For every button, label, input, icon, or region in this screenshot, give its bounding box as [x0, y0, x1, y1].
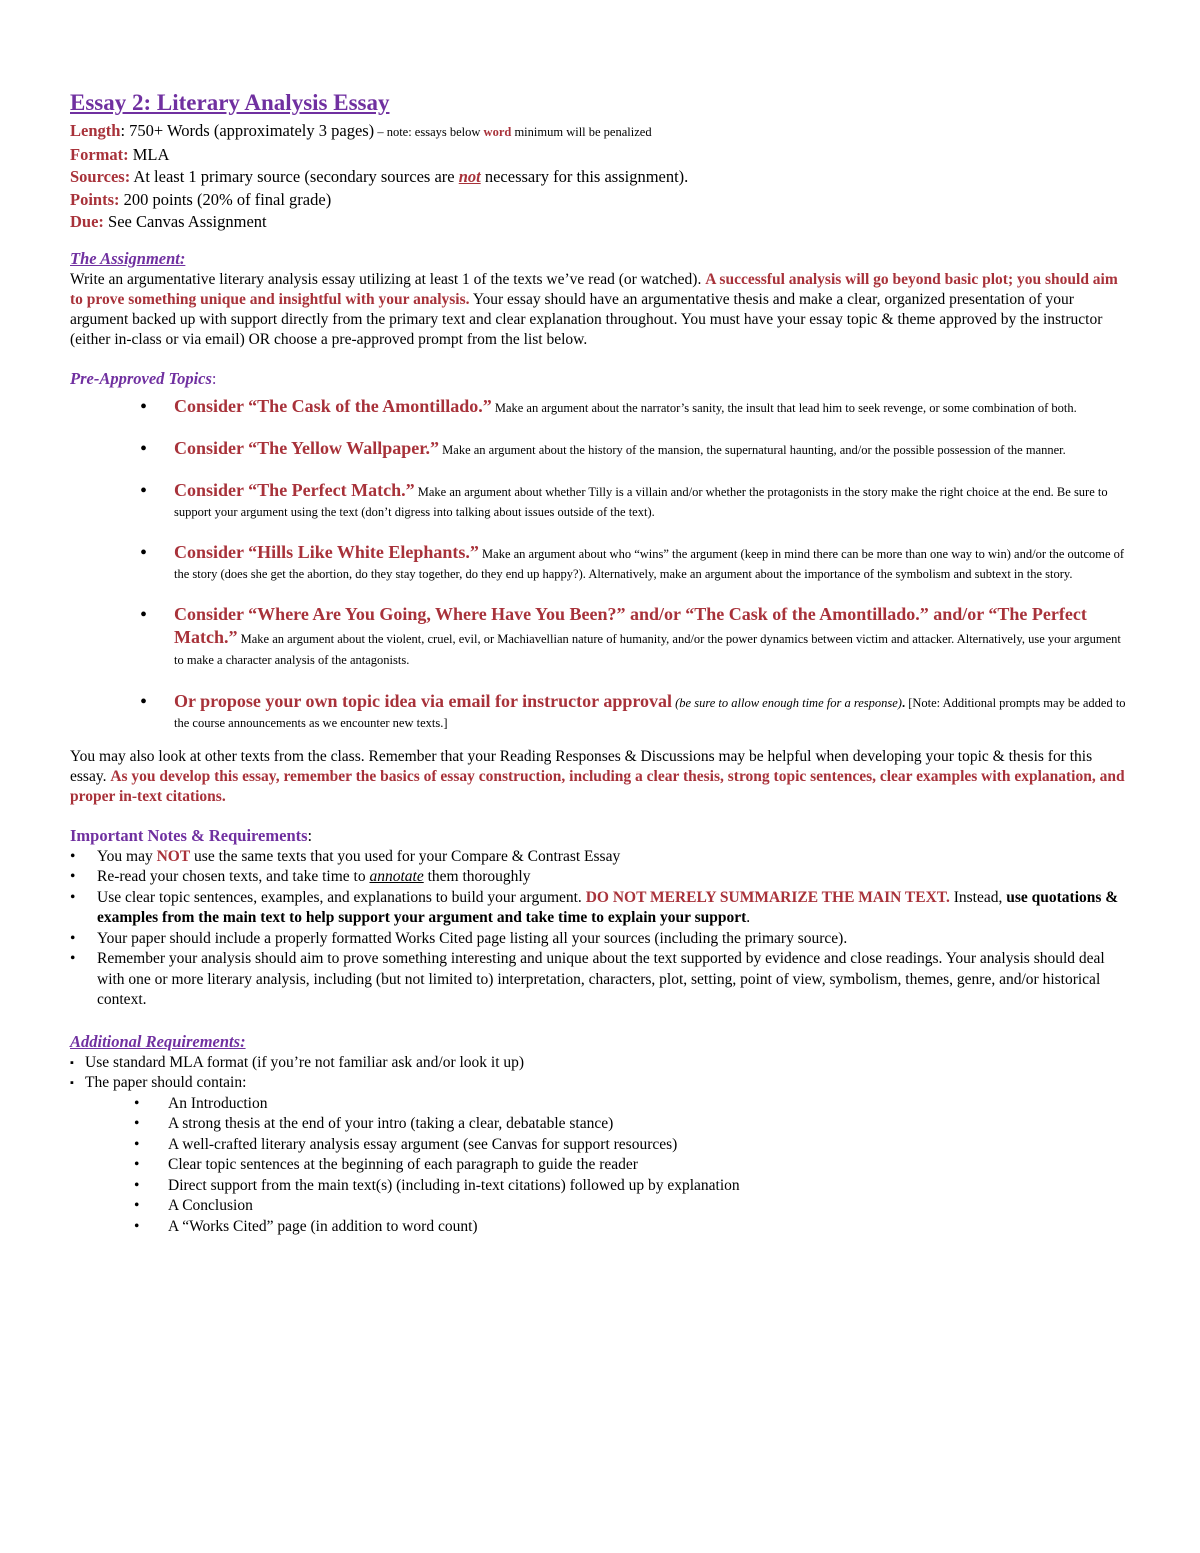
points-line — [70, 189, 1130, 212]
list-item — [70, 929, 1130, 950]
list-item — [70, 949, 1130, 1011]
bullet-icon: • — [134, 1156, 140, 1173]
note-emphasis: use quotations & examples from the main text to help support your argument and take time to explain your support — [97, 888, 1119, 926]
length-note-pre: – note: essays below — [374, 125, 484, 139]
bullet-icon: • — [140, 479, 148, 502]
list-item — [134, 1176, 1130, 1197]
note-text: Re-read your chosen texts, and take time to — [97, 868, 370, 885]
topic-text: Make an argument about the history of the mansion, the supernatural haunting, and/or the possible possession of the manner. — [439, 442, 1066, 457]
topic-italic-note: (be sure to allow enough time for a response) — [672, 695, 902, 710]
format-line — [70, 144, 1130, 167]
length-value: : 750+ Words (approximately 3 pages) — [120, 121, 375, 140]
note-emphasis: annotate — [369, 868, 424, 885]
assignment-heading: The Assignment: — [70, 248, 186, 268]
sources-post: necessary for this assignment). — [480, 167, 689, 186]
content-item-text: A strong thesis at the end of your intro (taking a clear, debatable stance) — [168, 1115, 614, 1132]
topic-lead: Consider “The Yellow Wallpaper.” — [174, 437, 440, 458]
note-text: Your paper should include a properly formatted Works Cited page listing all your sources (including the primary source). — [97, 929, 848, 947]
assignment-text — [70, 270, 1130, 350]
assignment-text-2: Your essay should have an argumentative thesis and make a clear, organized presentation of your argument backed up with support directly from the primary text and clear explanation throughout. You must have your essay topic & theme approved by the instructor (either in-class or via email) OR choose a pre-approved prompt from the list below. — [70, 290, 1103, 348]
list-item — [134, 1135, 1130, 1156]
bullet-icon: • — [134, 1094, 140, 1112]
points-value: 200 points (20% of final grade) — [119, 189, 332, 209]
square-bullet-icon: ▪ — [70, 1077, 74, 1089]
note-text: . — [746, 909, 751, 926]
length-label: Length — [70, 121, 121, 140]
due-label: Due: — [70, 212, 104, 231]
note-text: them thoroughly — [423, 868, 531, 885]
contents-list — [70, 1094, 1130, 1238]
document-body — [70, 88, 1130, 1237]
note-text: Instead, — [949, 888, 1007, 906]
additional-text: Use standard MLA format (if you’re not familiar ask and/or look it up) — [85, 1053, 525, 1071]
bullet-icon: • — [70, 950, 76, 967]
note-text: use the same texts that you used for your Compare & Contrast Essay — [190, 847, 621, 865]
format-value: MLA — [128, 144, 170, 164]
list-item — [140, 395, 1130, 418]
list-item — [134, 1094, 1130, 1115]
topics-heading-colon: : — [211, 368, 217, 388]
content-item-text: An Introduction — [168, 1094, 268, 1112]
topic-text: Make an argument about whether Tilly is a villain and/or whether the protagonists in the story make the right choice at the end. Be sure to support your argument using the text (don’t digress into talking about issues outside of the text). — [174, 484, 1108, 519]
list-item — [70, 867, 1130, 888]
bullet-icon: • — [134, 1115, 140, 1132]
notes-heading-colon: : — [307, 825, 313, 845]
note-text: Use clear topic sentences, examples, and explanations to build your argument. — [97, 888, 586, 906]
points-label: Points: — [70, 189, 120, 209]
list-item — [140, 437, 1130, 460]
topic-lead: Consider “Hills Like White Elephants.” — [174, 541, 479, 562]
also-paragraph — [70, 747, 1130, 807]
list-item — [70, 1073, 1130, 1094]
sources-pre: At least 1 primary source (secondary sources are — [130, 167, 459, 186]
notes-heading — [70, 825, 1130, 847]
bullet-icon: • — [134, 1135, 140, 1153]
bullet-icon: • — [70, 847, 76, 865]
due-line — [70, 211, 1130, 234]
list-item — [140, 479, 1130, 522]
format-label: Format: — [70, 144, 129, 164]
bullet-icon: • — [140, 395, 148, 418]
note-emphasis: NOT — [156, 847, 191, 865]
list-item — [70, 847, 1130, 868]
sources-line — [70, 166, 1130, 189]
topic-text: [Note: Additional prompts may be added to the course announcements as we encounter new texts.] — [174, 695, 1126, 730]
bullet-icon: • — [140, 690, 148, 713]
content-item-text: A Conclusion — [168, 1197, 253, 1214]
length-line — [70, 120, 1130, 144]
content-item-text: A “Works Cited” page (in addition to word count) — [168, 1217, 478, 1235]
topic-lead: Consider “The Cask of the Amontillado.” — [174, 395, 492, 416]
bullet-icon: • — [140, 603, 148, 626]
bullet-icon: • — [134, 1197, 140, 1214]
content-item-text: Direct support from the main text(s) (including in-text citations) followed up by explanation — [168, 1176, 740, 1194]
bullet-icon: • — [70, 888, 76, 906]
topic-lead: Consider “Where Are You Going, Where Have You Been?” and/or “The Cask of the Amontillado.” and/or “The Perfect Match.” — [174, 603, 1087, 647]
assignment-text-1: Write an argumentative literary analysis essay utilizing at least 1 of the texts we’ve read (or watched). — [70, 270, 706, 288]
sources-label: Sources: — [70, 167, 131, 186]
bullet-icon: • — [70, 929, 76, 947]
list-item — [70, 1053, 1130, 1074]
additional-heading: Additional Requirements: — [70, 1031, 246, 1051]
notes-list — [70, 847, 1130, 1011]
content-item-text: A well-crafted literary analysis essay argument (see Canvas for support resources) — [168, 1135, 678, 1153]
note-text: You may — [97, 847, 157, 865]
topic-text: Make an argument about who “wins” the argument (keep in mind there can be more than one way to win) and/or the outcome of the story (does she get the abortion, do they stay together, do they end up happy?). Alternatively, make an argument about the importance of the symbolism and subtext in the story. — [174, 546, 1125, 581]
list-item — [134, 1155, 1130, 1176]
topic-text: Make an argument about the violent, cruel, evil, or Machiavellian nature of humanity, and/or the power dynamics between victim and attacker. Alternatively, use your argument to make a character analysis of the antagonists. — [174, 631, 1121, 667]
list-item — [134, 1217, 1130, 1238]
length-note-word: word — [483, 125, 512, 139]
bullet-icon: • — [70, 868, 76, 885]
bullet-icon: • — [140, 541, 148, 564]
list-item — [70, 888, 1130, 929]
notes-heading-text: Important Notes & Requirements — [70, 825, 308, 845]
list-item — [134, 1114, 1130, 1135]
assignment-text-bold: A successful analysis will go beyond basic plot; you should aim to prove something unique and insightful with your analysis. — [70, 270, 1118, 308]
topic-lead: Consider “The Perfect Match.” — [174, 479, 415, 500]
bullet-icon: • — [134, 1217, 140, 1235]
additional-list — [70, 1053, 1130, 1094]
topics-heading-text: Pre-Approved Topics — [70, 368, 212, 388]
topic-lead: Or propose your own topic idea via email for instructor approval — [174, 690, 673, 711]
list-item — [140, 603, 1130, 671]
content-item-text: Clear topic sentences at the beginning of each paragraph to guide the reader — [168, 1156, 638, 1173]
topic-text: Make an argument about the narrator’s sanity, the insult that lead him to seek revenge, or some combination of both. — [491, 400, 1077, 415]
length-note-post: minimum will be penalized — [511, 125, 652, 139]
note-emphasis: DO NOT MERELY SUMMARIZE THE MAIN TEXT. — [585, 888, 950, 906]
topics-list — [70, 396, 1130, 733]
list-item — [140, 541, 1130, 584]
also-bold: As you develop this essay, remember the basics of essay construction, including a clear thesis, strong topic sentences, clear examples with explanation, and proper in-text citations. — [70, 767, 1125, 805]
bullet-icon: • — [134, 1176, 140, 1194]
topics-heading — [70, 368, 1130, 390]
topic-period: . — [901, 695, 906, 710]
additional-text: The paper should contain: — [85, 1074, 247, 1091]
due-value: See Canvas Assignment — [103, 212, 267, 231]
also-text: You may also look at other texts from the class. Remember that your Reading Responses & Discussions may be helpful when developing your topic & thesis for this essay. — [70, 747, 1093, 785]
sources-not: not — [458, 167, 481, 186]
note-text: Remember your analysis should aim to prove something interesting and unique about the text supported by evidence and close readings. Your analysis should deal with one or more literary analysis, including (but not limited to) interpretation, characters, plot, setting, point of view, symbolism, themes, genre, and/or historical context. — [97, 950, 1105, 1008]
page-title: Essay 2: Literary Analysis Essay — [70, 90, 390, 115]
bullet-icon: • — [140, 437, 148, 460]
list-item — [140, 690, 1130, 733]
square-bullet-icon: ▪ — [70, 1056, 74, 1069]
list-item — [134, 1196, 1130, 1217]
